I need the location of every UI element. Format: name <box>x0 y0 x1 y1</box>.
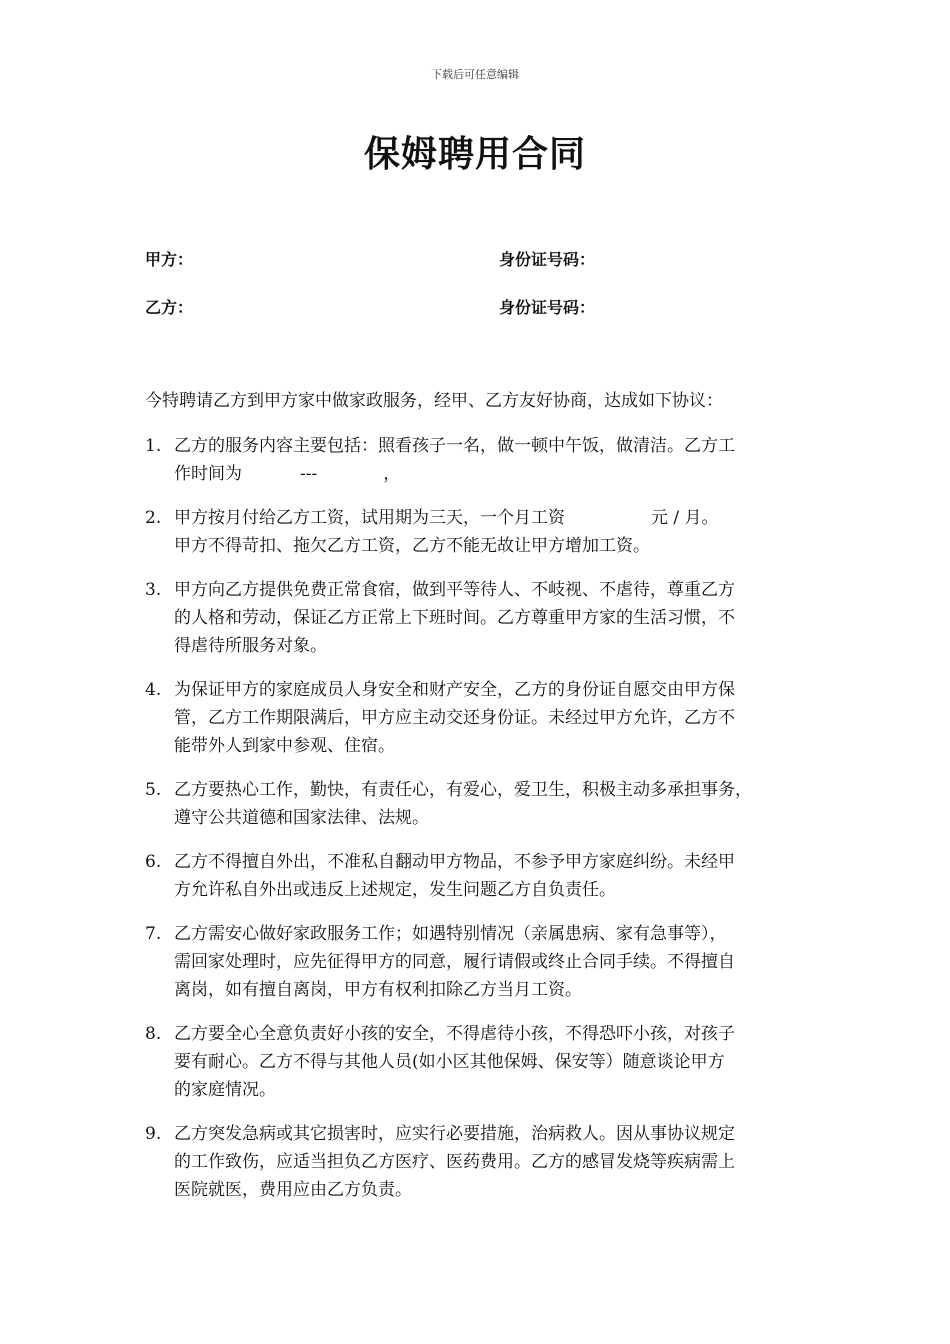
clause-number: 4. <box>145 680 162 700</box>
clause-9 <box>145 1120 815 1204</box>
work-time-end: ， <box>383 464 401 484</box>
clause-number: 5. <box>145 780 162 800</box>
clause-line: 医院就医，费用应由乙方负责。 <box>174 1180 412 1200</box>
clause-line-with-blank <box>174 460 815 488</box>
party-b-label: 乙方： <box>145 298 194 317</box>
clause-line: 的工作致伤，应适当担负乙方医疗、医药费用。乙方的感冒发烧等疾病需上 <box>174 1152 735 1172</box>
clause-1 <box>145 432 815 488</box>
clause-line: 为保证甲方的家庭成员人身安全和财产安全，乙方的身份证自愿交由甲方保 <box>174 680 735 700</box>
party-a-id-label: 身份证号码： <box>499 250 596 269</box>
clause-5 <box>145 776 815 832</box>
clause-text: 作时间为 <box>174 464 242 484</box>
clause-line: 管，乙方工作期限满后，甲方应主动交还身份证。未经过甲方允许，乙方不 <box>174 708 735 728</box>
clause-line: 甲方向乙方提供免费正常食宿，做到平等待人、不岐视、不虐待，尊重乙方 <box>174 580 735 600</box>
clause-line: 的家庭情况。 <box>174 1080 276 1100</box>
clause-line: 甲方不得苛扣、拖欠乙方工资，乙方不能无故让甲方增加工资。 <box>174 536 650 556</box>
clause-number: 8. <box>145 1024 162 1044</box>
work-time-separator: --- <box>300 464 318 484</box>
clause-number: 9. <box>145 1124 162 1144</box>
clause-line: 乙方不得擅自外出，不准私自翻动甲方物品，不参予甲方家庭纠纷。未经甲 <box>174 852 735 872</box>
clause-number: 3. <box>145 580 162 600</box>
clause-line: 方允许私自外出或违反上述规定，发生问题乙方自负责任。 <box>174 880 616 900</box>
clause-7 <box>145 920 815 1004</box>
clause-line: 的人格和劳动，保证乙方正常上下班时间。乙方尊重甲方家的生活习惯，不 <box>174 608 735 628</box>
clause-line: 能带外人到家中参观、住宿。 <box>174 736 395 756</box>
clause-4 <box>145 676 815 760</box>
clause-line: 乙方突发急病或其它损害时，应实行必要措施，治病救人。因从事协议规定 <box>174 1124 735 1144</box>
clause-6 <box>145 848 815 904</box>
clause-line: 乙方要全心全意负责好小孩的安全，不得虐待小孩，不得恐吓小孩，对孩子 <box>174 1024 735 1044</box>
header-note: 下载后可任意编辑 <box>431 68 519 81</box>
clause-8 <box>145 1020 815 1104</box>
clause-line: 要有耐心。乙方不得与其他人员(如小区其他保姆、保安等）随意谈论甲方 <box>174 1052 725 1072</box>
clause-number: 2. <box>145 508 162 528</box>
clause-line: 遵守公共道德和国家法律、法规。 <box>174 808 429 828</box>
clause-number: 6. <box>145 852 162 872</box>
clause-line: 乙方的服务内容主要包括：照看孩子一名，做一顿中午饭，做清洁。乙方工 <box>174 436 735 456</box>
clause-number: 7. <box>145 924 162 944</box>
clause-text: 甲方按月付给乙方工资，试用期为三天，一个月工资 <box>174 508 565 528</box>
clause-line: 乙方需安心做好家政服务工作；如遇特别情况（亲属患病、家有急事等）， <box>174 924 727 944</box>
clause-line-with-blank <box>174 504 815 532</box>
clause-3 <box>145 576 815 660</box>
wage-unit: 元 / 月。 <box>651 508 719 528</box>
clause-line: 得虐待所服务对象。 <box>174 636 327 656</box>
clause-2 <box>145 504 815 560</box>
intro-paragraph: 今特聘请乙方到甲方家中做家政服务，经甲、乙方友好协商，达成如下协议： <box>145 391 723 411</box>
clause-list <box>145 432 815 1220</box>
party-b-id-label: 身份证号码： <box>499 298 596 317</box>
party-a-label: 甲方： <box>145 250 194 269</box>
clause-line: 需回家处理时，应先征得甲方的同意，履行请假或终止合同手续。不得擅自 <box>174 952 735 972</box>
clause-line: 乙方要热心工作，勤快，有责任心，有爱心，爱卫生，积极主动多承担事务， <box>174 780 752 800</box>
clause-number: 1. <box>145 436 162 456</box>
clause-line: 离岗，如有擅自离岗，甲方有权利扣除乙方当月工资。 <box>174 980 582 1000</box>
document-title: 保姆聘用合同 <box>363 133 586 175</box>
